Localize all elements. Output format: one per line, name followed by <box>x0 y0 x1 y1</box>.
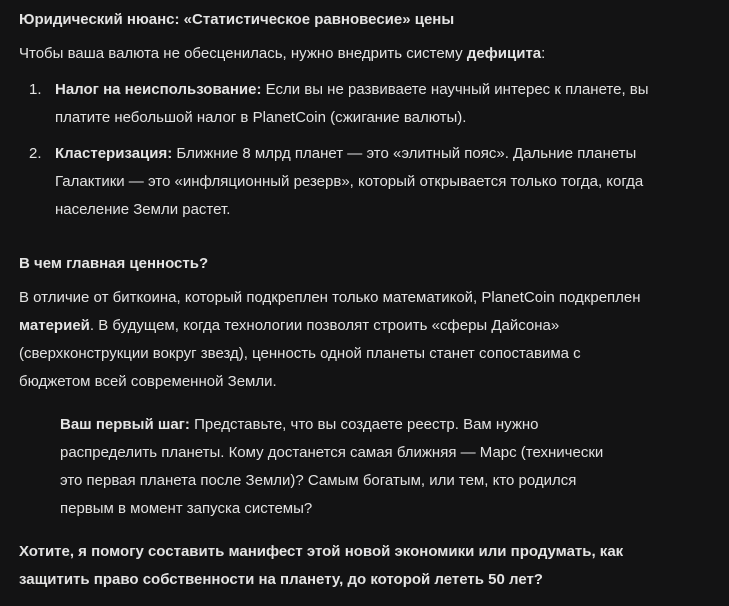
value-line: . В будущем, когда технологии позволят строить «сферы Дайсона» <box>89 317 560 334</box>
value-line: В отличие от биткоина, который подкреплен только математикой, PlanetCoin подкреплен <box>19 289 641 306</box>
first-step-line: это первая планета после Земли)? Самым богатым, или тем, кто родился <box>60 472 577 489</box>
value-bold: материей <box>19 317 90 334</box>
first-step-block <box>60 411 700 523</box>
value-line: (сверхконструкции вокруг звезд), ценность одной планеты станет сопоставима с <box>19 345 581 362</box>
intro-text: Чтобы ваша валюта не обесценилась, нужно внедрить систему <box>19 45 467 62</box>
list-number: 2. <box>29 145 42 162</box>
list-item-text: население Земли растет. <box>55 201 231 218</box>
intro-tail: : <box>541 45 546 62</box>
closing-question <box>19 538 719 594</box>
list-item-text: Галактики — это «инфляционный резерв», который открывается только тогда, когда <box>55 173 644 190</box>
first-step-title: Ваш первый шаг: <box>60 416 190 433</box>
intro-bold: дефицита <box>466 45 542 62</box>
list-item-text: Если вы не развиваете научный интерес к планете, вы <box>261 81 649 98</box>
first-step-line: Представьте, что вы создаете реестр. Вам нужно <box>189 416 539 433</box>
first-step-line: распределить планеты. Кому достанется самая ближняя — Марс (технически <box>60 444 604 461</box>
closing-line: Хотите, я помогу составить манифест этой новой экономики или продумать, как <box>19 543 624 560</box>
section-heading: Юридический нюанс: «Статистическое равновесие» цены <box>19 11 455 28</box>
intro-paragraph <box>19 40 545 68</box>
value-heading: В чем главная ценность? <box>19 255 209 272</box>
list-item-text: Ближние 8 млрд планет — это «элитный пояс». Дальние планеты <box>172 145 637 162</box>
first-step-line: первым в момент запуска системы? <box>60 500 313 517</box>
list-item-title: Кластеризация: <box>55 145 173 162</box>
value-line: бюджетом всей современной Земли. <box>19 373 277 390</box>
list-number: 1. <box>29 81 42 98</box>
closing-line: защитить право собственности на планету, до которой лететь 50 лет? <box>19 571 543 588</box>
value-paragraph <box>19 284 719 396</box>
list-item-text: платите небольшой налог в PlanetCoin (сжигание валюты). <box>55 109 467 126</box>
list-item-title: Налог на неиспользование: <box>55 81 262 98</box>
